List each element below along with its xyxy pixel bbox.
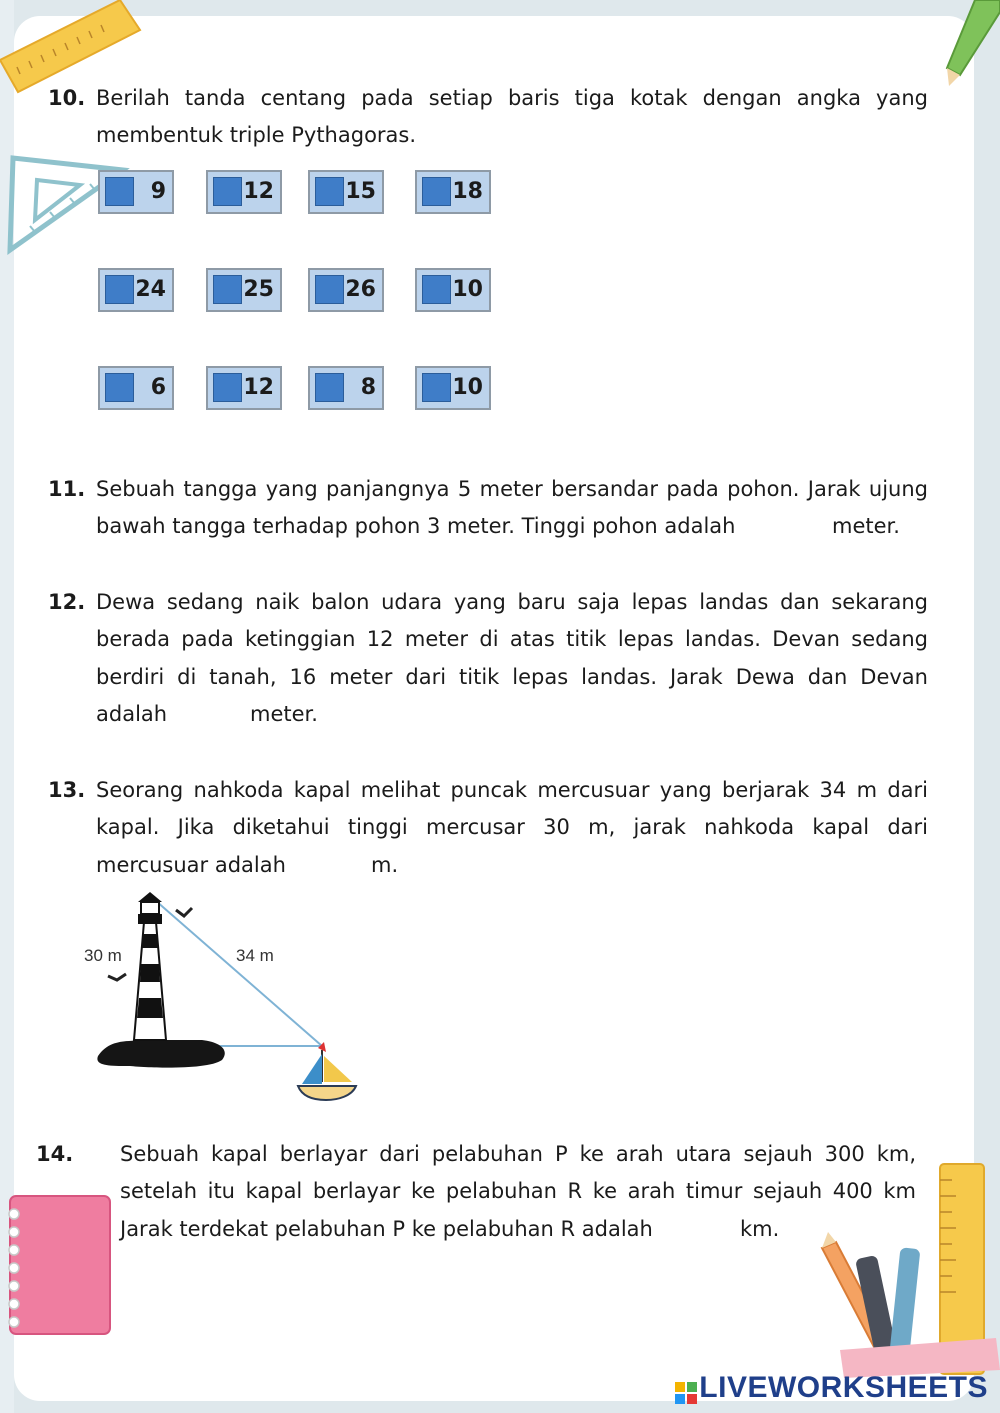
number-box [308,366,384,410]
question-12-unit: meter. [250,702,318,726]
question-13-line-3: mercusuar adalah [96,853,286,877]
question-11-line-2: bawah tangga terhadap pohon 3 meter. Tinggi pohon adalah [96,514,736,538]
stationery-icon [800,1160,1000,1378]
answer-input-14[interactable] [672,1217,738,1245]
question-14-number: 14. [36,1142,74,1166]
box-value: 12 [243,179,274,204]
question-11-unit: meter. [832,514,900,538]
question-13-number: 13. [48,778,86,802]
height-label: 30 m [84,946,122,965]
logo-mark-icon [675,1378,697,1400]
question-12-number: 12. [48,590,86,614]
hypotenuse-line [148,894,322,1046]
brand-name: LIVEWORKSHEETS [699,1371,988,1404]
rock-base [97,1040,224,1068]
checkbox[interactable] [105,275,134,304]
liveworksheets-logo [675,1371,988,1405]
number-box [98,366,174,410]
checkbox[interactable] [213,177,242,206]
number-box [415,170,491,214]
question-14-line-1: Sebuah kapal berlayar dari pelabuhan P ke arah utara sejauh 300 km, [120,1142,916,1166]
box-value: 10 [452,277,483,302]
question-12-line-1: Dewa sedang naik balon udara yang baru saja lepas landas dan sekarang [96,590,928,614]
answer-input-11[interactable] [748,514,828,542]
question-14-unit: km. [740,1217,780,1241]
box-value: 18 [452,179,483,204]
number-box [98,170,174,214]
bird-icon [108,974,126,980]
question-13-unit: m. [371,853,399,877]
question-11-line-1: Sebuah tangga yang panjangnya 5 meter bersandar pada pohon. Jarak ujung [96,477,928,501]
question-12-line-4: adalah [96,702,168,726]
number-box [206,268,282,312]
box-value: 12 [243,375,274,400]
answer-input-13[interactable] [292,853,368,881]
question-14-line-3: Jarak terdekat pelabuhan P ke pelabuhan R adalah [120,1217,653,1241]
box-value: 26 [345,277,376,302]
checkbox[interactable] [105,177,134,206]
notebook-icon [0,1190,120,1340]
checkbox[interactable] [105,373,134,402]
box-value: 6 [150,375,166,400]
checkbox[interactable] [422,275,451,304]
box-value: 15 [345,179,376,204]
bird-icon [176,908,192,916]
checkbox[interactable] [422,373,451,402]
lighthouse-diagram [90,890,370,1105]
checkbox[interactable] [315,373,344,402]
number-box [308,170,384,214]
box-value: 10 [452,375,483,400]
question-10-number: 10. [48,86,86,110]
number-box [206,170,282,214]
box-value: 8 [360,375,376,400]
checkbox[interactable] [315,177,344,206]
checkbox[interactable] [213,275,242,304]
number-box [415,366,491,410]
question-13-line-2: kapal. Jika diketahui tinggi mercusar 30 m, jarak nahkoda kapal dari [96,815,928,839]
question-12-line-3: berdiri di tanah, 16 meter dari titik lepas landas. Jarak Dewa dan Devan [96,665,928,689]
question-14-line-2: setelah itu kapal berlayar ke pelabuhan R ke arah timur sejauh 400 km [120,1179,916,1203]
number-box [206,366,282,410]
boat-icon [298,1042,356,1100]
checkbox[interactable] [315,275,344,304]
question-10-line-1: Berilah tanda centang pada setiap baris tiga kotak dengan angka yang [96,86,928,110]
number-box [415,268,491,312]
question-10-line-2: membentuk triple Pythagoras. [96,123,417,147]
question-13-line-1: Seorang nahkoda kapal melihat puncak mercusuar yang berjarak 34 m dari [96,778,928,802]
number-box [98,268,174,312]
checkbox[interactable] [213,373,242,402]
hypotenuse-label: 34 m [236,946,274,965]
box-value: 24 [135,277,166,302]
question-12-line-2: berada pada ketinggian 12 meter di atas titik lepas landas. Devan sedang [96,627,928,651]
answer-input-12[interactable] [172,702,248,730]
pencil-icon [935,0,1000,90]
question-11-number: 11. [48,477,86,501]
checkbox[interactable] [422,177,451,206]
box-value: 9 [150,179,166,204]
box-value: 25 [243,277,274,302]
number-box [308,268,384,312]
